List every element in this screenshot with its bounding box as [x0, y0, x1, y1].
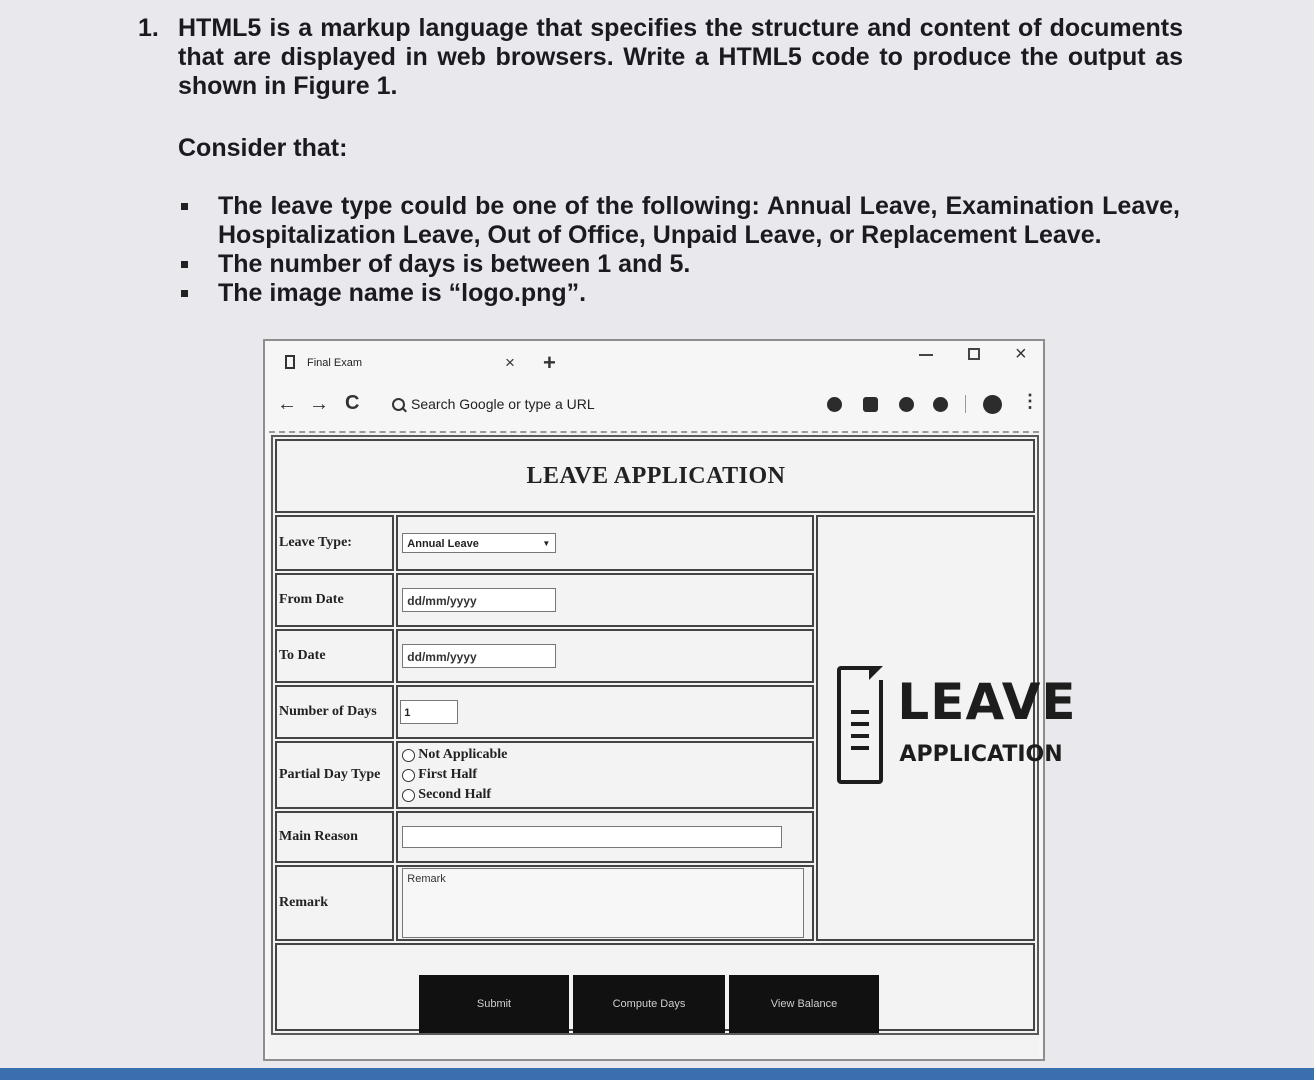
tab-title[interactable]: Final Exam [307, 357, 363, 369]
to-date-input[interactable]: dd/mm/yyyy [402, 644, 556, 668]
minimize-icon[interactable] [919, 354, 933, 356]
from-date-cell [396, 573, 814, 627]
requirements-list [178, 192, 1180, 308]
profile-icon[interactable] [983, 395, 1002, 414]
remark-label: Remark [275, 865, 394, 941]
from-date-label: From Date [275, 573, 394, 627]
bullet-item: The number of days is between 1 and 5. [178, 250, 1180, 279]
view-balance-button[interactable]: View Balance [729, 975, 879, 1033]
question-block [138, 14, 1183, 101]
forward-arrow-icon[interactable]: → [309, 393, 329, 415]
new-tab-icon[interactable]: + [543, 350, 556, 375]
button-row [419, 975, 879, 1033]
window-close-icon[interactable]: × [1015, 343, 1027, 365]
bullet-item: The image name is “logo.png”. [178, 279, 1180, 308]
bullet-item: The leave type could be one of the following: Annual Leave, Examination Leave, Hospitalization Leave, Out of Office, Unpaid Leave, or Replacement Leave. [178, 192, 1180, 250]
main-reason-label: Main Reason [275, 811, 394, 863]
reload-icon[interactable]: C [345, 392, 360, 414]
browser-window [263, 339, 1077, 1061]
menu-icon[interactable]: ⋮ [1021, 391, 1039, 411]
question-number: 1. [138, 14, 159, 42]
page-viewport [269, 431, 1077, 1059]
radio-circle-icon[interactable] [402, 789, 415, 802]
leave-type-value: Annual Leave [407, 538, 479, 550]
address-input[interactable]: Search Google or type a URL [411, 396, 595, 412]
search-icon [392, 398, 405, 411]
days-label: Number of Days [275, 685, 394, 739]
page-icon [285, 355, 295, 369]
remark-cell [396, 865, 814, 941]
days-input[interactable]: 1 [400, 700, 458, 724]
radio-label: Second Half [418, 787, 492, 802]
extension-icon[interactable] [933, 397, 948, 412]
logo-image [825, 658, 1077, 798]
logo-cell [816, 515, 1077, 941]
screen-edge [0, 1068, 1314, 1080]
to-date-label: To Date [275, 629, 394, 683]
main-reason-cell [396, 811, 814, 863]
back-arrow-icon[interactable]: ← [277, 393, 297, 415]
radio-option[interactable] [402, 765, 812, 785]
partial-day-label: Partial Day Type [275, 741, 394, 809]
address-bar [265, 387, 1043, 425]
question-text: HTML5 is a markup language that specifies the structure and content of documents that are displayed in web browsers. Write a HTML5 code to produce the output as shown in Figure 1. [178, 14, 1183, 100]
form-title: LEAVE APPLICATION [275, 439, 1035, 513]
days-cell [396, 685, 814, 739]
radio-option[interactable] [402, 745, 812, 765]
consider-heading: Consider that: [178, 134, 348, 162]
document-icon [837, 666, 883, 784]
maximize-icon[interactable] [968, 348, 980, 360]
remark-textarea[interactable]: Remark [402, 868, 804, 938]
leave-type-select[interactable] [402, 533, 556, 553]
logo-text-leave: LEAVE [897, 673, 1077, 731]
extension-icon[interactable] [863, 397, 878, 412]
leave-type-cell [396, 515, 814, 571]
close-tab-icon[interactable]: × [505, 353, 515, 372]
leave-type-label: Leave Type: [275, 515, 394, 571]
extension-icon[interactable] [899, 397, 914, 412]
leave-form-table [271, 435, 1077, 1035]
submit-button[interactable]: Submit [419, 975, 569, 1033]
partial-day-cell [396, 741, 814, 809]
radio-label: Not Applicable [418, 747, 508, 762]
extension-icon[interactable] [827, 397, 842, 412]
dropdown-caret-icon: ▼ [542, 539, 551, 548]
to-date-cell [396, 629, 814, 683]
compute-days-button[interactable]: Compute Days [573, 975, 725, 1033]
tab-bar [265, 341, 1043, 387]
radio-circle-icon[interactable] [402, 769, 415, 782]
main-reason-input[interactable] [402, 826, 782, 848]
toolbar-divider [965, 395, 966, 413]
radio-label: First Half [418, 767, 478, 782]
radio-circle-icon[interactable] [402, 749, 415, 762]
logo-text-application: APPLICATION [899, 742, 1063, 767]
radio-option[interactable] [402, 785, 812, 805]
from-date-input[interactable]: dd/mm/yyyy [402, 588, 556, 612]
